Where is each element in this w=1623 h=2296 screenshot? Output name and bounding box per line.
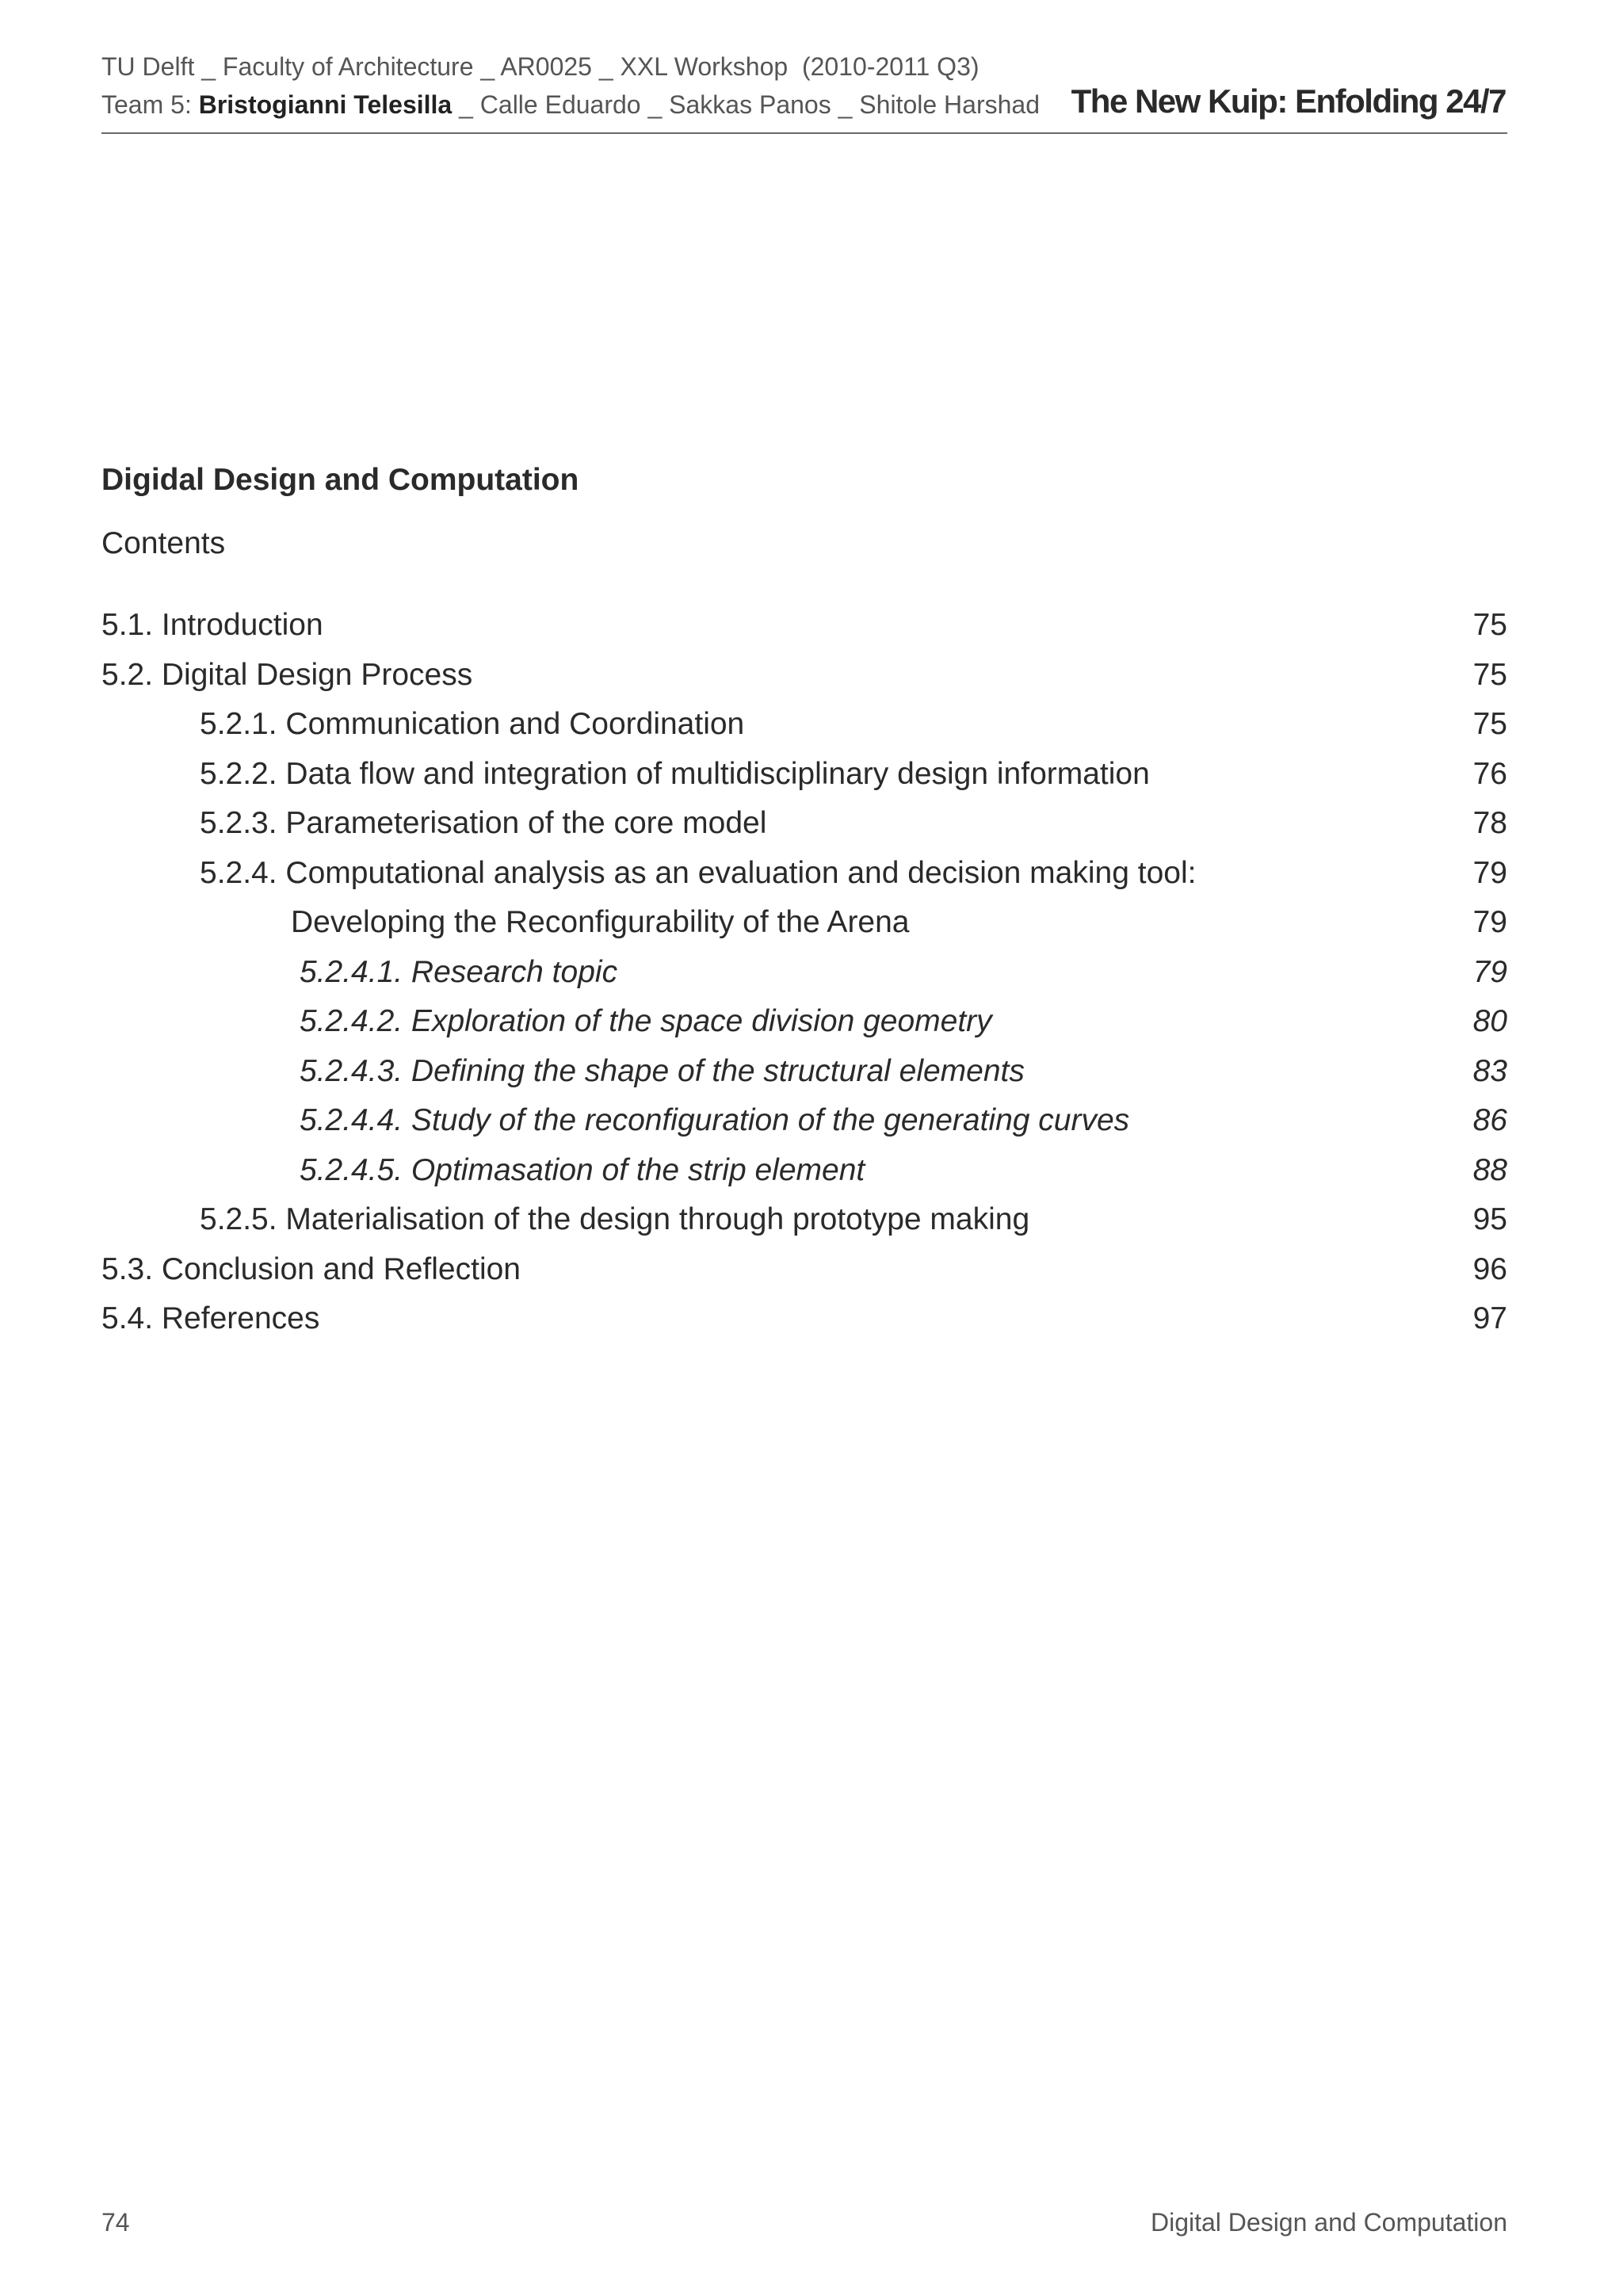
toc-entry-page: 75 [1472,608,1507,642]
toc-entry-5-2[interactable] [101,651,1507,701]
toc-entry-title: Developing the Reconfigurability of the Arena [291,905,910,939]
toc-entry-title: 5.2.4.1. Research topic [300,954,618,989]
course-info: TU Delft _ Faculty of Architecture _ AR0025 _ XXL Workshop (2010-2011 Q3) [101,52,980,81]
toc-entry-title: 5.2.4.3. Defining the shape of the structural elements [300,1053,1025,1088]
toc-entry-5-2-5[interactable] [101,1195,1507,1245]
project-title: The New Kuip: Enfolding 24/7 [1071,82,1506,120]
page-footer [101,2208,1507,2243]
toc-entry-page: 76 [1472,756,1507,791]
toc-entry-title: 5.2. Digital Design Process [101,657,473,692]
toc-entry-page: 83 [1472,1053,1507,1088]
toc-entry-title: 5.1. Introduction [101,608,323,642]
table-of-contents [101,601,1507,1344]
toc-entry-5-2-4-3[interactable] [101,1047,1507,1097]
toc-entry-title: 5.4. References [101,1301,320,1335]
toc-entry-page: 75 [1472,707,1507,741]
toc-entry-page: 75 [1472,657,1507,692]
section-title: Digidal Design and Computation [101,463,579,497]
toc-entry-5-2-4-4[interactable] [101,1096,1507,1146]
page-header [101,48,1507,134]
toc-entry-page: 97 [1472,1301,1507,1335]
team-lead-name: Bristogianni Telesilla [198,90,453,119]
toc-entry-5-2-4-5[interactable] [101,1146,1507,1196]
toc-entry-5-1[interactable] [101,601,1507,651]
toc-entry-page: 86 [1472,1103,1507,1137]
toc-entry-page: 78 [1472,806,1507,840]
toc-entry-title: 5.2.5. Materialisation of the design through prototype making [200,1202,1030,1236]
toc-entry-5-2-4-continued[interactable] [101,898,1507,948]
toc-entry-5-3[interactable] [101,1245,1507,1295]
toc-entry-title: 5.2.4.4. Study of the reconfiguration of the generating curves [300,1103,1130,1137]
toc-entry-page: 79 [1472,905,1507,939]
toc-entry-title: 5.2.4. Computational analysis as an evaluation and decision making tool: [200,855,1197,890]
team-members: _ Calle Eduardo _ Sakkas Panos _ Shitole Harshad [452,90,1040,119]
toc-entry-page: 96 [1472,1251,1507,1286]
toc-entry-title: 5.2.3. Parameterisation of the core model [200,806,767,840]
team-prefix: Team 5: [101,90,199,119]
toc-entry-title: 5.2.4.2. Exploration of the space division geometry [300,1004,992,1038]
toc-entry-title: 5.2.1. Communication and Coordination [200,707,745,741]
toc-entry-5-2-2[interactable] [101,750,1507,800]
toc-entry-page: 95 [1472,1202,1507,1236]
toc-entry-page: 80 [1472,1004,1507,1038]
team-info [101,90,1040,120]
page-number: 74 [101,2208,130,2237]
toc-entry-title: 5.3. Conclusion and Reflection [101,1251,521,1286]
toc-entry-5-2-4-1[interactable] [101,948,1507,998]
toc-entry-5-4[interactable] [101,1294,1507,1344]
toc-entry-5-2-4[interactable] [101,849,1507,899]
toc-entry-5-2-3[interactable] [101,799,1507,849]
toc-entry-5-2-4-2[interactable] [101,997,1507,1047]
toc-entry-5-2-1[interactable] [101,700,1507,750]
toc-entry-page: 88 [1472,1152,1507,1187]
contents-label: Contents [101,526,226,560]
toc-entry-page: 79 [1472,954,1507,989]
toc-entry-title: 5.2.4.5. Optimasation of the strip element [300,1152,865,1187]
footer-chapter-title: Digital Design and Computation [1150,2208,1507,2237]
toc-entry-page: 79 [1472,855,1507,890]
toc-entry-title: 5.2.2. Data flow and integration of multidisciplinary design information [200,756,1150,791]
